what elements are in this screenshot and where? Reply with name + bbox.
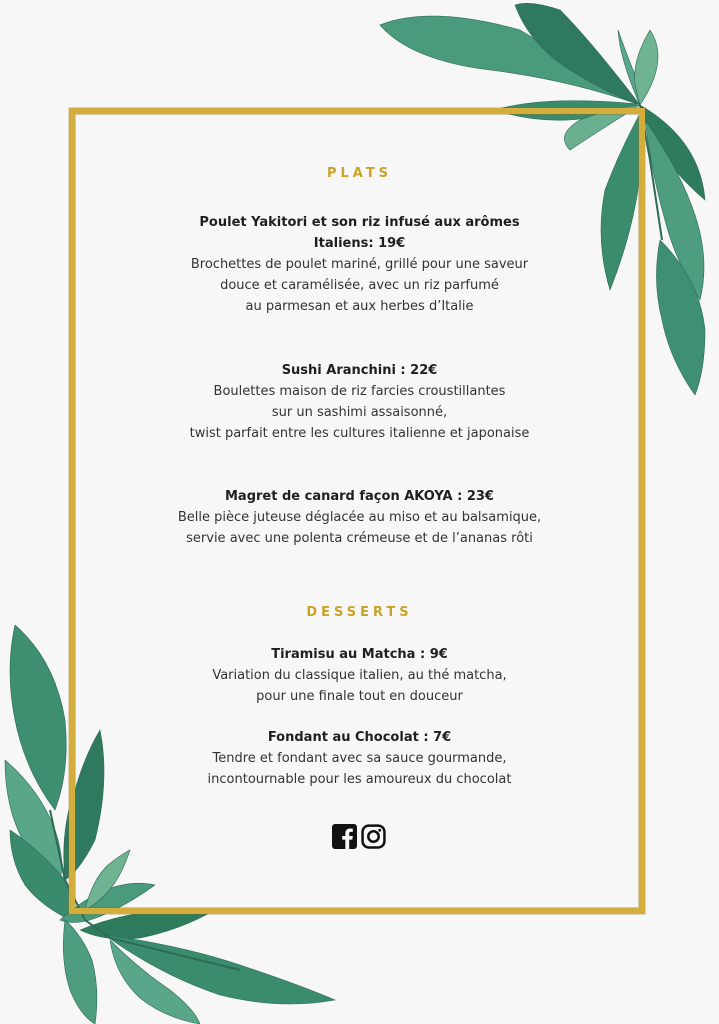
dish-poulet-yakitori xyxy=(90,212,629,317)
dish-desc-line: douce et caramélisée, avec un riz parfumé xyxy=(220,278,499,293)
dish-name-line2: Italiens: 19€ xyxy=(313,236,406,251)
instagram-icon[interactable] xyxy=(361,824,386,849)
social-links xyxy=(332,824,386,849)
dish-desc-line: twist parfait entre les cultures italienne et japonaise xyxy=(189,426,530,441)
dish-magret-canard xyxy=(90,486,629,549)
dish-desc-line: servie avec une polenta crémeuse et de l’ananas rôti xyxy=(186,531,533,546)
dish-sushi-aranchini xyxy=(90,360,629,444)
dish-desc-line: Belle pièce juteuse déglacée au miso et au balsamique, xyxy=(177,510,542,525)
dish-desc-line: Boulettes maison de riz farcies croustillantes xyxy=(213,384,506,399)
dish-name: Poulet Yakitori et son riz infusé aux arômes xyxy=(199,215,520,230)
desserts-title: DESSERTS xyxy=(306,605,413,620)
dish-name: Magret de canard façon AKOYA : 23€ xyxy=(225,489,494,504)
menu-content xyxy=(90,0,629,1024)
dish-desc-line: sur un sashimi assaisonné, xyxy=(271,405,448,420)
dish-desc-line: Tendre et fondant avec sa sauce gourmande, xyxy=(212,751,507,766)
dish-name: Tiramisu au Matcha : 9€ xyxy=(271,647,448,662)
dish-desc-line: incontournable pour les amoureux du chocolat xyxy=(207,772,512,787)
dish-desc-line: Variation du classique italien, au thé matcha, xyxy=(212,668,507,683)
plats-title: PLATS xyxy=(326,166,393,181)
facebook-icon[interactable] xyxy=(332,824,357,849)
dish-tiramisu-matcha xyxy=(90,644,629,707)
dish-name: Sushi Aranchini : 22€ xyxy=(281,363,438,378)
dish-name: Fondant au Chocolat : 7€ xyxy=(267,730,452,745)
dish-desc-line: Brochettes de poulet mariné, grillé pour une saveur xyxy=(190,257,529,272)
dish-fondant-chocolat xyxy=(90,727,629,790)
dish-desc-line: au parmesan et aux herbes d’Italie xyxy=(245,299,474,314)
dish-desc-line: pour une finale tout en douceur xyxy=(256,689,463,704)
